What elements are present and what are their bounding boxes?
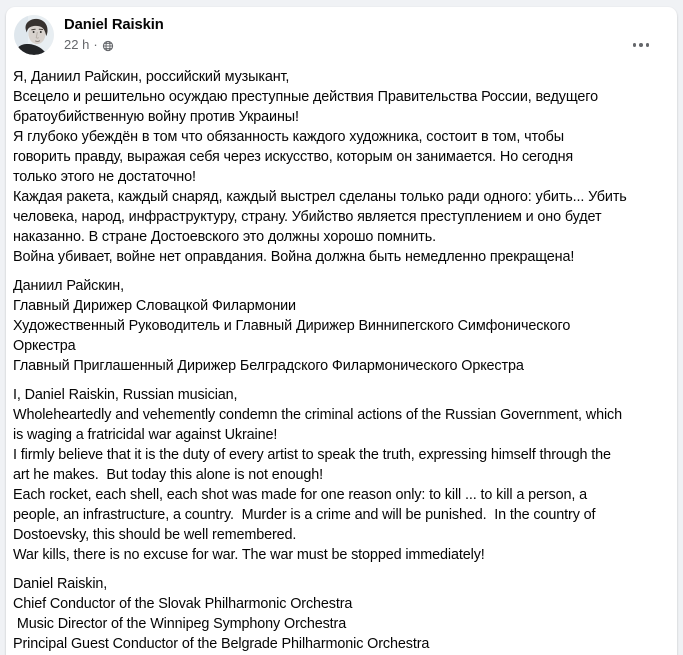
post-text-line: War kills, there is no excuse for war. The war must be stopped immediately! bbox=[13, 547, 485, 563]
post-text-line: Я, Даниил Райскин, российский музыкант, bbox=[13, 69, 290, 85]
post-text-line: Music Director of the Winnipeg Symphony Orchestra bbox=[13, 616, 347, 632]
facebook-post-card bbox=[6, 7, 677, 655]
post-text-line: Всецело и решительно осуждаю преступные действия Правительства России, ведущего bbox=[13, 89, 598, 105]
post-paragraph bbox=[13, 67, 667, 267]
post-text-line: Оркестра bbox=[13, 338, 76, 354]
post-text-line: Война убивает, войне нет оправдания. Война должна быть немедленно прекращена! bbox=[13, 249, 575, 265]
globe-icon bbox=[102, 39, 114, 52]
post-text-line: Художественный Руководитель и Главный Дирижер Виннипегского Симфонического bbox=[13, 318, 571, 334]
post-text-line: art he makes. But today this alone is not enough! bbox=[13, 467, 323, 483]
author-name[interactable]: Daniel Raiskin bbox=[64, 17, 164, 33]
post-text-line: I firmly believe that it is the duty of every artist to speak the truth, expressing himself through the bbox=[13, 447, 611, 463]
header-meta bbox=[64, 15, 164, 53]
post-text-line: is waging a fratricidal war against Ukraine! bbox=[13, 427, 278, 443]
post-paragraph bbox=[13, 385, 667, 565]
post-text-line: people, an infrastructure, a country. Murder is a crime and will be punished. In the country of bbox=[13, 507, 596, 523]
post-paragraph bbox=[13, 574, 667, 654]
ellipsis-icon bbox=[633, 43, 650, 47]
post-header bbox=[6, 7, 677, 55]
timestamp[interactable]: 22 h bbox=[64, 37, 90, 52]
post-text-line: Daniel Raiskin, bbox=[13, 576, 108, 592]
post-text-line: Главный Дирижер Словацкой Филармонии bbox=[13, 298, 296, 314]
post-paragraph bbox=[13, 276, 667, 376]
post-text-line: Wholeheartedly and vehemently condemn the criminal actions of the Russian Government, which bbox=[13, 407, 622, 423]
more-options-button[interactable] bbox=[623, 27, 659, 63]
post-text-line: Dostoevsky, this should be well remembered. bbox=[13, 527, 297, 543]
post-text-line: Я глубоко убеждён в том что обязанность каждого художника, состоит в том, чтобы bbox=[13, 129, 565, 145]
profile-photo bbox=[14, 15, 54, 55]
post-text-line: Principal Guest Conductor of the Belgrade Philharmonic Orchestra bbox=[13, 636, 430, 652]
post-text-line: Главный Приглашенный Дирижер Белградского Филармонического Оркестра bbox=[13, 358, 524, 374]
post-text bbox=[13, 67, 667, 654]
dot-separator: · bbox=[93, 37, 98, 52]
avatar[interactable] bbox=[14, 15, 54, 55]
post-text-line: Даниил Райскин, bbox=[13, 278, 125, 294]
post-text-line: Each rocket, each shell, each shot was made for one reason only: to kill ... to kill a person, a bbox=[13, 487, 588, 503]
post-text-line: наказанно. В стране Достоевского это должны хорошо помнить. bbox=[13, 229, 436, 245]
post-text-line: Каждая ракета, каждый снаряд, каждый выстрел сделаны только ради одного: убить... Убить bbox=[13, 189, 627, 205]
post-text-line: только этого не достаточно! bbox=[13, 169, 196, 185]
timestamp-row bbox=[64, 37, 164, 53]
post-text-line: человека, народ, инфраструктуру, страну. Убийство является преступлением и оно будет bbox=[13, 209, 602, 225]
post-text-line: Chief Conductor of the Slovak Philharmonic Orchestra bbox=[13, 596, 353, 612]
post-text-line: I, Daniel Raiskin, Russian musician, bbox=[13, 387, 238, 403]
post-text-line: братоубийственную войну против Украины! bbox=[13, 109, 299, 125]
post-text-line: говорить правду, выражая себя через искусство, которым он занимается. Но сегодня bbox=[13, 149, 574, 165]
